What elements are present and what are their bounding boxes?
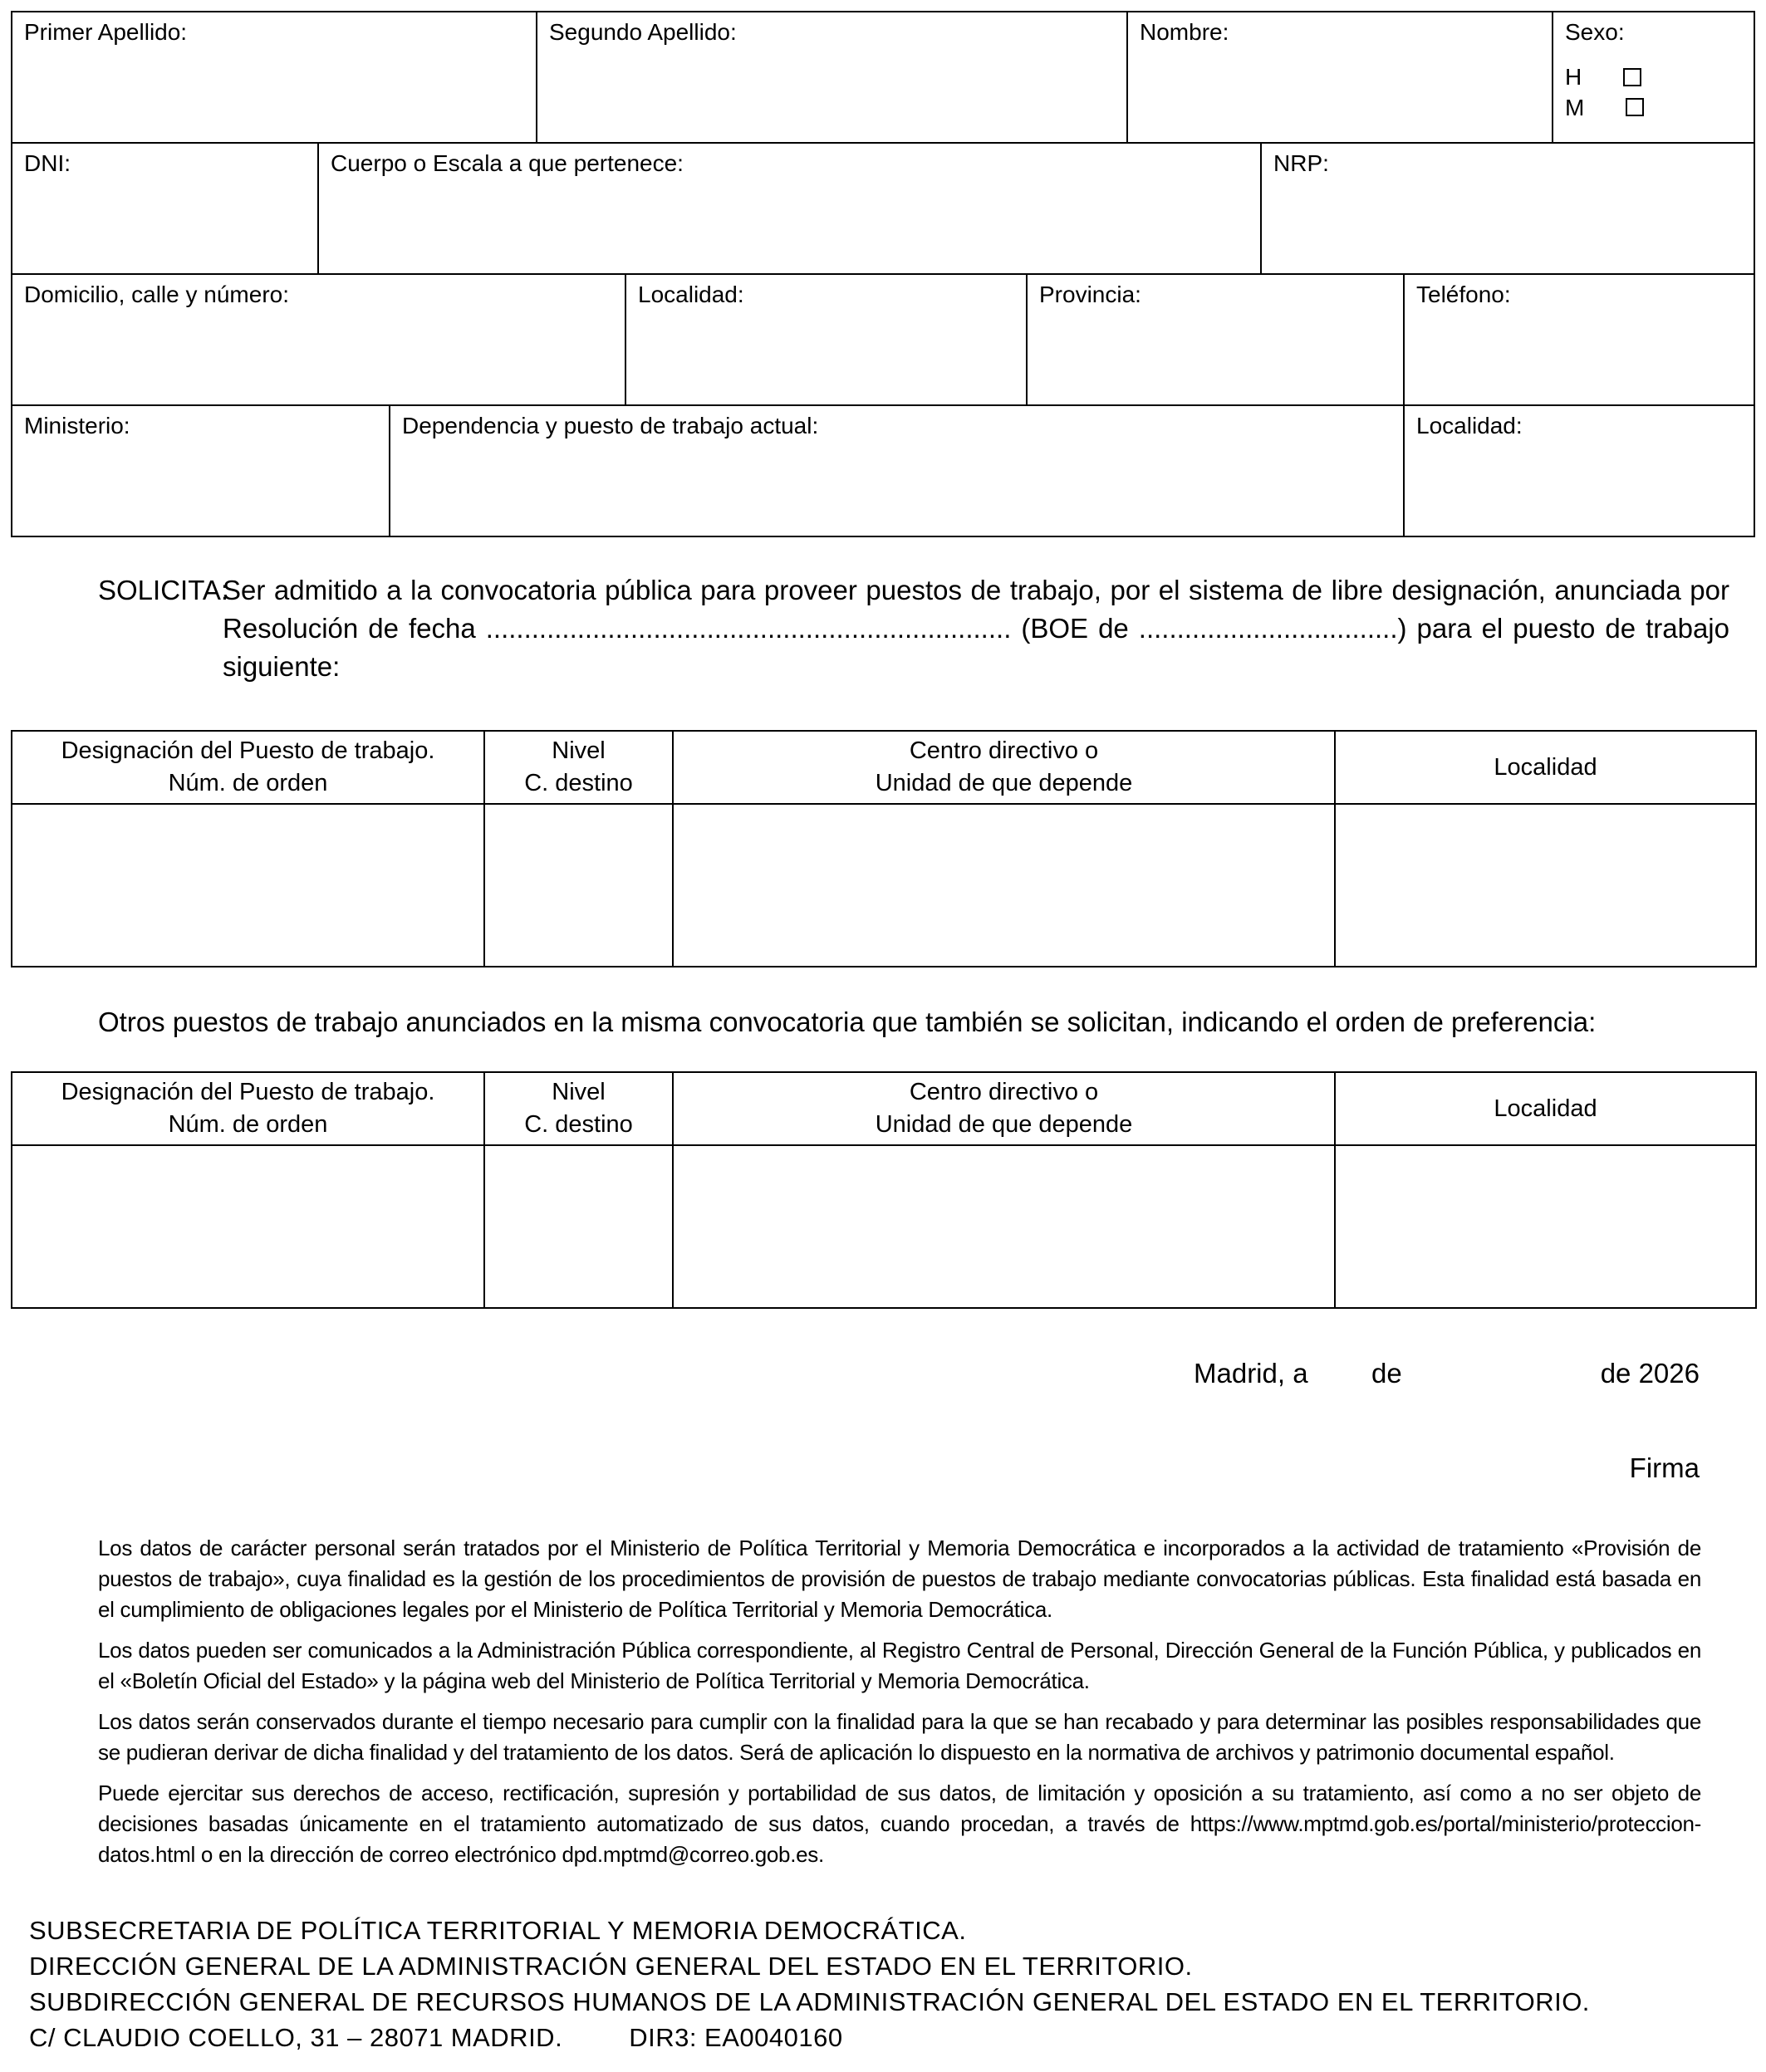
segundo-apellido-field[interactable] xyxy=(537,12,1128,142)
localidad-label: Localidad: xyxy=(638,282,744,307)
dni-label: DNI: xyxy=(24,150,71,176)
form-row-2 xyxy=(12,144,1755,275)
form-row-4 xyxy=(12,406,1755,537)
cuerpo-field[interactable] xyxy=(319,144,1262,273)
header-nivel: Nivel C. destino xyxy=(484,1072,673,1145)
fecha-de-anio: de 2026 xyxy=(1600,1358,1700,1389)
footer-dir3: DIR3: EA0040160 xyxy=(629,2023,843,2052)
nombre-label: Nombre: xyxy=(1140,19,1229,45)
personal-data-form xyxy=(11,11,1755,537)
domicilio-label: Domicilio, calle y número: xyxy=(24,282,289,307)
localidad-actual-field[interactable] xyxy=(1405,406,1755,536)
fecha-madrid: Madrid, a xyxy=(1194,1358,1308,1389)
footer-line-1: SUBSECRETARIA DE POLÍTICA TERRITORIAL Y MEMORIA DEMOCRÁTICA. xyxy=(29,1916,967,1945)
footer-line-2: DIRECCIÓN GENERAL DE LA ADMINISTRACIÓN GENERAL DEL ESTADO EN EL TERRITORIO. xyxy=(29,1952,1193,1981)
otros-table-header xyxy=(12,1072,1756,1145)
sexo-h-option[interactable] xyxy=(1565,62,1641,92)
otros-puestos-table xyxy=(11,1071,1757,1309)
header-localidad: Localidad xyxy=(1335,731,1756,804)
dni-field[interactable] xyxy=(12,144,319,273)
provincia-field[interactable] xyxy=(1028,275,1405,404)
nivel-cell[interactable] xyxy=(484,804,673,967)
solicita-paragraph xyxy=(98,571,1729,686)
telefono-field[interactable] xyxy=(1405,275,1755,404)
legal-paragraph: Los datos pueden ser comunicados a la Administración Pública correspondiente, al Registro Central de Personal, Dirección General de la Función Pública, y publicados en el «Boletín Oficial del Estado» y la página web del Ministerio de Política Territorial y Memoria Democrática. xyxy=(98,1638,1701,1693)
ministerio-field[interactable] xyxy=(12,406,390,536)
otros-table-row xyxy=(12,1145,1756,1308)
form-row-3 xyxy=(12,275,1755,406)
designacion-cell[interactable] xyxy=(12,804,484,967)
ministerio-label: Ministerio: xyxy=(24,413,130,438)
legal-paragraph: Puede ejercitar sus derechos de acceso, rectificación, supresión y portabilidad de sus datos, de limitación y oposición a su tratamiento, así como a no ser objeto de decisiones basadas únicamente en el tratamiento automatizado de sus datos, cuando procedan, a través de https://www.mptmd.gob.es/portal/ministerio/proteccion-datos.html o en la dirección de correo electrónico dpd.mptmd@correo.gob.es. xyxy=(98,1781,1701,1867)
puesto-table-row xyxy=(12,804,1756,967)
sexo-h-checkbox[interactable] xyxy=(1623,68,1641,86)
primer-apellido-label: Primer Apellido: xyxy=(24,19,188,45)
solicita-label: SOLICITA: xyxy=(98,575,229,605)
sexo-label: Sexo: xyxy=(1565,19,1625,45)
puesto-table-header xyxy=(12,731,1756,804)
data-protection-notice xyxy=(98,1533,1701,1880)
header-designacion: Designación del Puesto de trabajo. Núm. de orden xyxy=(12,1072,484,1145)
footer-address-line: C/ CLAUDIO COELLO, 31 – 28071 MADRID. xyxy=(29,2023,563,2052)
centro-cell[interactable] xyxy=(673,804,1335,967)
puesto-table xyxy=(11,730,1757,967)
sexo-m-label: M xyxy=(1565,94,1585,120)
header-nivel: Nivel C. destino xyxy=(484,731,673,804)
solicita-text: Ser admitido a la convocatoria pública para proveer puestos de trabajo, por el sistema de libre designación, anunciada por Resolución de fecha ..................................................................... (BOE de ..................................) para el puesto de trabajo siguiente: xyxy=(223,575,1729,682)
localidad-actual-label: Localidad: xyxy=(1416,413,1523,438)
provincia-label: Provincia: xyxy=(1039,282,1141,307)
sexo-field xyxy=(1553,12,1755,142)
localidad-cell[interactable] xyxy=(1335,1145,1756,1308)
dependencia-label: Dependencia y puesto de trabajo actual: xyxy=(402,413,819,438)
sexo-options xyxy=(1565,62,1742,123)
cuerpo-label: Cuerpo o Escala a que pertenece: xyxy=(331,150,684,176)
footer-line-4 xyxy=(29,2020,1590,2055)
legal-paragraph: Los datos de carácter personal serán tratados por el Ministerio de Política Territorial y Memoria Democrática e incorporados a la actividad de tratamiento «Provisión de puestos de trabajo», cuya finalidad es la gestión de los procedimientos de provisión de puestos de trabajo mediante convocatorias públicas. Esta finalidad está basada en el cumplimiento de obligaciones legales por el Ministerio de Política Territorial y Memoria Democrática. xyxy=(98,1536,1701,1622)
header-centro: Centro directivo o Unidad de que depende xyxy=(673,1072,1335,1145)
sexo-m-option[interactable] xyxy=(1565,93,1644,123)
sexo-m-checkbox[interactable] xyxy=(1626,98,1644,116)
nivel-cell[interactable] xyxy=(484,1145,673,1308)
centro-cell[interactable] xyxy=(673,1145,1335,1308)
footer-line-3: SUBDIRECCIÓN GENERAL DE RECURSOS HUMANOS DE LA ADMINISTRACIÓN GENERAL DEL ESTADO EN EL TERRITORIO. xyxy=(29,1987,1590,2016)
otros-puestos-text: Otros puestos de trabajo anunciados en la misma convocatoria que también se solicitan, indicando el orden de preferencia: xyxy=(98,1007,1597,1037)
designacion-cell[interactable] xyxy=(12,1145,484,1308)
segundo-apellido-label: Segundo Apellido: xyxy=(549,19,737,45)
nombre-field[interactable] xyxy=(1128,12,1553,142)
nrp-label: NRP: xyxy=(1273,150,1329,176)
sexo-h-label: H xyxy=(1565,64,1582,91)
form-row-1 xyxy=(12,12,1755,144)
localidad-field[interactable] xyxy=(626,275,1028,404)
nrp-field[interactable] xyxy=(1262,144,1755,273)
dependencia-field[interactable] xyxy=(390,406,1405,536)
fecha-de-mes: de xyxy=(1371,1358,1402,1389)
firma-label: Firma xyxy=(1629,1452,1700,1483)
legal-paragraph: Los datos serán conservados durante el tiempo necesario para cumplir con la finalidad para la que se han recabado y para determinar las posibles responsabilidades que se pudieran derivar de dicha finalidad y del tratamiento de los datos. Será de aplicación lo dispuesto en la normativa de archivos y patrimonio documental español. xyxy=(98,1709,1701,1765)
footer-address xyxy=(29,1913,1590,2055)
primer-apellido-field[interactable] xyxy=(12,12,537,142)
domicilio-field[interactable] xyxy=(12,275,626,404)
localidad-cell[interactable] xyxy=(1335,804,1756,967)
telefono-label: Teléfono: xyxy=(1416,282,1511,307)
header-designacion: Designación del Puesto de trabajo. Núm. de orden xyxy=(12,731,484,804)
header-centro: Centro directivo o Unidad de que depende xyxy=(673,731,1335,804)
header-localidad: Localidad xyxy=(1335,1072,1756,1145)
